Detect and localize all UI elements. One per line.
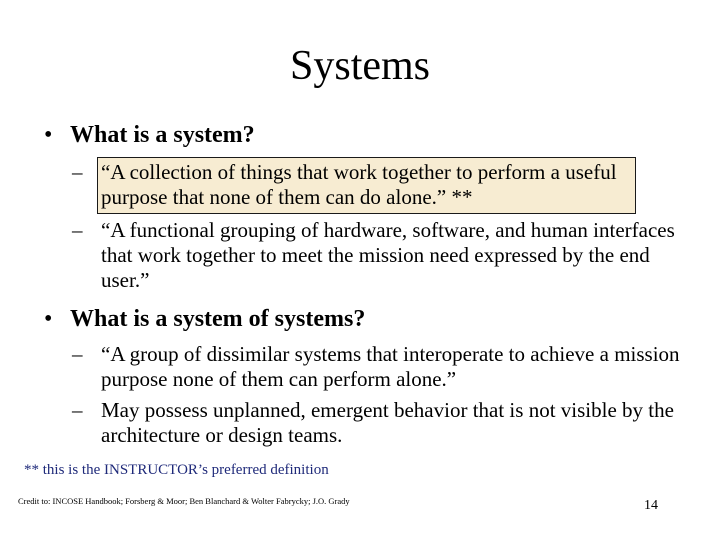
sub-bullet-text: “A collection of things that work together to perform a useful purpose that none of them can do alone.” ** [101,160,617,209]
bullet-label: What is a system of systems? [70,306,366,332]
sub-bullet-text: “A functional grouping of hardware, software, and human interfaces that work together to meet the mission need expressed by the end user.” [101,218,675,292]
credit-line: Credit to: INCOSE Handbook; Forsberg & Moor; Ben Blanchard & Wolter Fabrycky; J.O. Grady [18,496,350,506]
sub-bullet-text: May possess unplanned, emergent behavior that is not visible by the architecture or design teams. [101,398,674,447]
sub-bullet-dash: – [72,342,83,366]
slide-title: Systems [289,43,431,89]
sub-bullet-text: “A group of dissimilar systems that interoperate to achieve a mission purpose none of them can perform alone.” [101,342,680,391]
bullet-dot: • [44,122,53,148]
sub-bullet-dash: – [72,398,83,422]
sub-bullet-dash: – [72,218,83,242]
page-number: 14 [644,498,658,513]
sub-bullet-dash: – [72,160,83,184]
bullet-label: What is a system? [70,122,255,148]
footnote: ** this is the INSTRUCTOR’s preferred definition [24,462,329,478]
bullet-dot: • [44,306,53,332]
